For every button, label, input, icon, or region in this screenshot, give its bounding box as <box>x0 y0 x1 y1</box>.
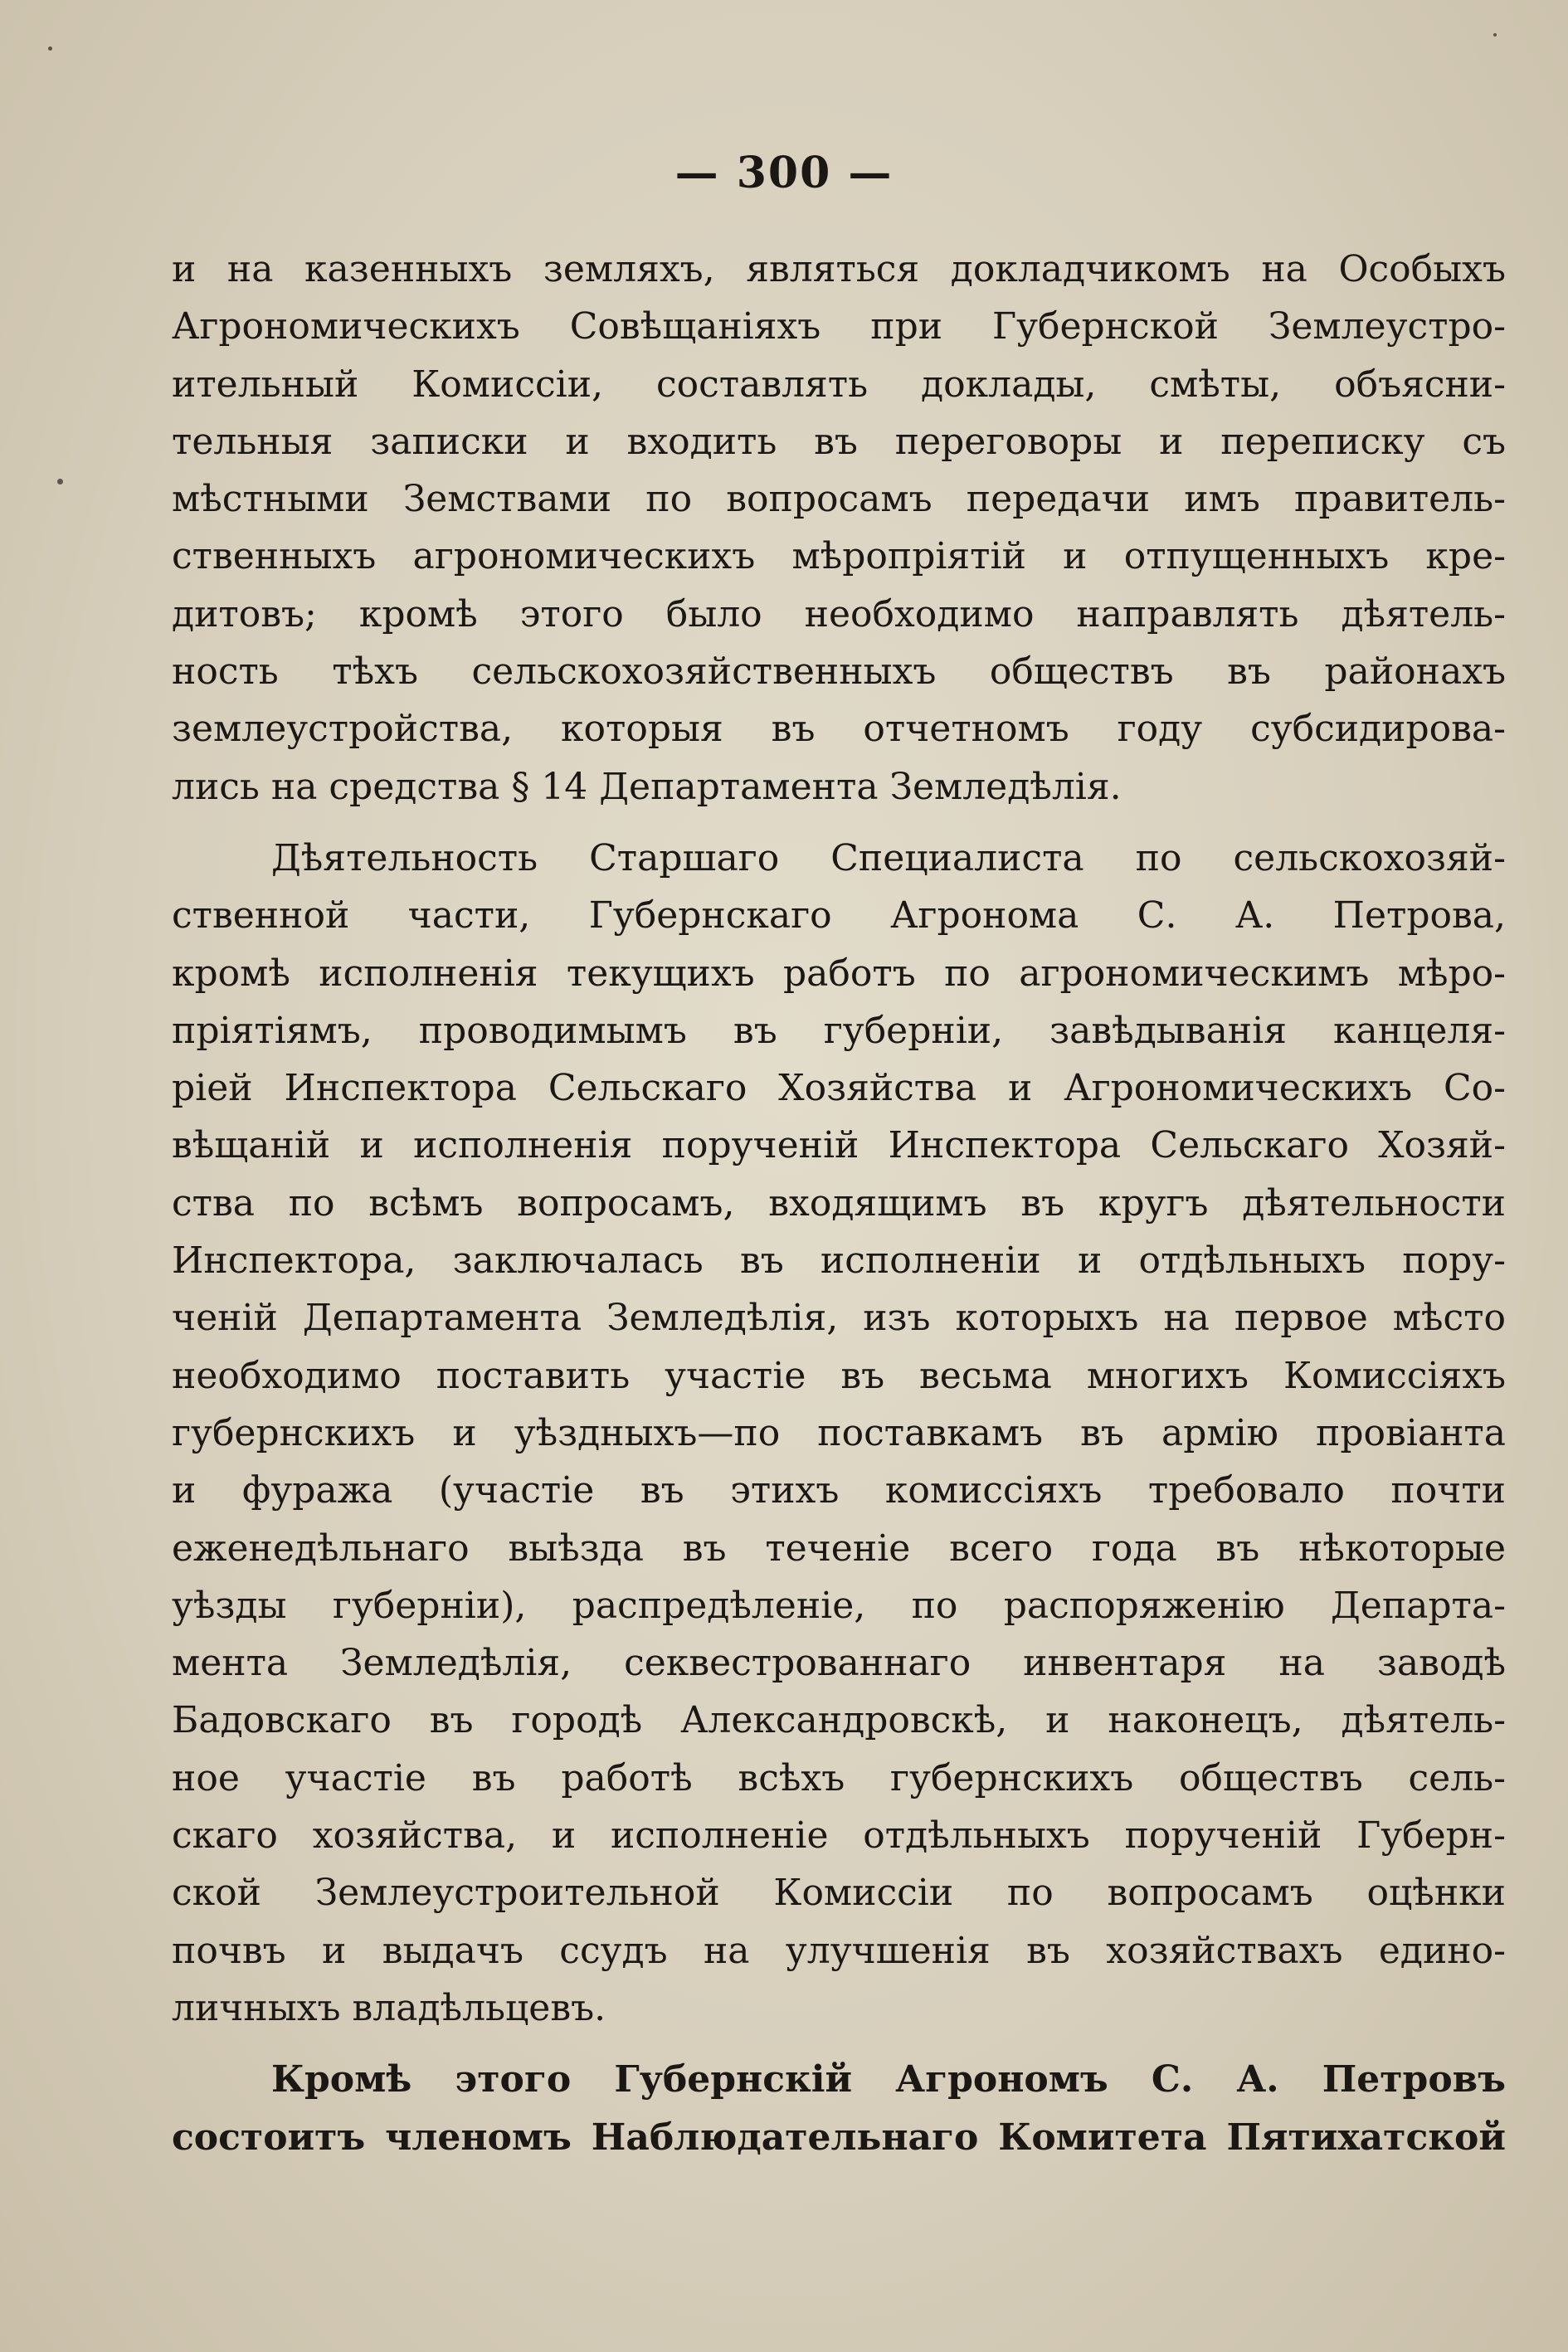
paragraph-3 <box>172 2051 1506 2166</box>
text-line: и на казенныхъ земляхъ, являться докладчикомъ на Особыхъ <box>172 248 1506 290</box>
text-line: Инспектора, заключалась въ исполненіи и отдѣльныхъ пору- <box>172 1239 1506 1283</box>
text-line: Агрономическихъ Совѣщаніяхъ при Губернской Землеустро- <box>172 305 1506 348</box>
text-line: ственныхъ агрономическихъ мѣропріятій и отпущенныхъ кре- <box>172 535 1506 578</box>
text-line: губернскихъ и уѣздныхъ—по поставкамъ въ армію провіанта <box>172 1411 1506 1454</box>
text-line: пріятіямъ, проводимымъ въ губерніи, завѣдыванія канцеля- <box>172 1009 1506 1052</box>
text-line: Дѣятельность Старшаго Специалиста по сельскохозяй- <box>271 836 1506 879</box>
text-line: землеустройства, которыя въ отчетномъ году субсидирова- <box>172 708 1506 751</box>
text-line: почвъ и выдачъ ссудъ на улучшенія въ хозяйствахъ едино- <box>172 1929 1506 1972</box>
text-line: личныхъ владѣльцевъ. <box>172 1986 606 2029</box>
text-line: дитовъ; кромѣ этого было необходимо направлять дѣятель- <box>172 592 1506 635</box>
text-line: Кромѣ этого Губернскій Агрономъ С. А. Петровъ <box>271 2058 1506 2101</box>
text-line: ительный Комиссіи, составлять доклады, смѣты, объясни- <box>172 363 1506 406</box>
text-line: необходимо поставить участіе въ весьма многихъ Комиссіяхъ <box>172 1354 1506 1397</box>
text-line: и фуража (участіе въ этихъ комиссіяхъ требовало почти <box>172 1469 1506 1512</box>
paragraph-gap <box>172 2037 1506 2051</box>
page-number: — 300 — <box>674 148 894 198</box>
text-line: ріей Инспектора Сельскаго Хозяйства и Агрономическихъ Со- <box>172 1067 1506 1110</box>
print-speck <box>48 46 52 51</box>
text-body <box>172 241 1506 2166</box>
print-speck <box>57 479 63 485</box>
paragraph-2 <box>172 830 1506 2037</box>
text-line: ное участіе въ работѣ всѣхъ губернскихъ обществъ сель- <box>172 1756 1506 1799</box>
text-line: скаго хозяйства, и исполненіе отдѣльныхъ порученій Губерн- <box>172 1814 1506 1858</box>
text-line: мѣстными Земствами по вопросамъ передачи имъ правитель- <box>172 478 1506 521</box>
text-line: ченій Департамента Земледѣлія, изъ которыхъ на первое мѣсто <box>172 1297 1506 1340</box>
print-speck <box>1493 33 1497 37</box>
text-line: мента Земледѣлія, секвестрованнаго инвентаря на заводѣ <box>172 1642 1506 1685</box>
paragraph-1 <box>172 241 1506 816</box>
text-line: вѣщаній и исполненія порученій Инспектора Сельскаго Хозяй- <box>172 1124 1506 1167</box>
text-line: лись на средства § 14 Департамента Земледѣлія. <box>172 765 1122 808</box>
text-line: ской Землеустроительной Комиссіи по вопросамъ оцѣнки <box>172 1872 1506 1915</box>
text-line: тельныя записки и входить въ переговоры и переписку съ <box>172 420 1506 463</box>
text-line: ства по всѣмъ вопросамъ, входящимъ въ кругъ дѣятельности <box>172 1181 1506 1225</box>
text-line: состоитъ членомъ Наблюдательнаго Комитета Пятихатской <box>172 2116 1506 2159</box>
text-line: кромѣ исполненія текущихъ работъ по агрономическимъ мѣро- <box>172 952 1506 995</box>
text-line: Бадовскаго въ городѣ Александровскѣ, и наконецъ, дѣятель- <box>172 1699 1506 1742</box>
text-line: ность тѣхъ сельскохозяйственныхъ обществъ въ районахъ <box>172 650 1506 694</box>
text-line: уѣзды губерніи), распредѣленіе, по распоряженію Департа- <box>172 1584 1506 1627</box>
paragraph-gap <box>172 816 1506 830</box>
text-line: еженедѣльнаго выѣзда въ теченіе всего года въ нѣкоторые <box>172 1527 1506 1570</box>
text-line: ственной части, Губернскаго Агронома С. А. Петрова, <box>172 894 1506 937</box>
